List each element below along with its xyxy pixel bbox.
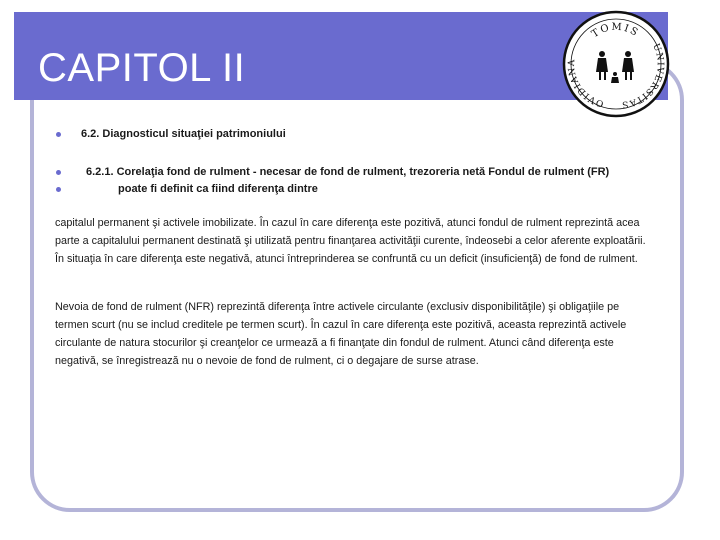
seal-text-right: UNIVERSITAS: [620, 42, 665, 110]
university-seal-icon: [562, 10, 670, 118]
slide-title: CAPITOL II: [38, 46, 246, 90]
seal-text-left: OVIDIANA: [567, 58, 606, 109]
paragraph-nevoia-fond-rulment: Nevoia de fond de rulment (NFR) reprezintă diferenţa între activele circulante (exclusiv disponibilităţile) şi obligaţiile pe termen scurt (nu se includ creditele pe termen scurt). În cazul în care diferenţa este pozitivă, aceasta reprezintă activele circulante de natura stocurilor şi creanţelor ce urmează a fi finanţate din fondul de rulment. Atunci când diferenţa este negativă, se înregistrează nu o nevoie de fond de rulment, ci o degajare de surse atrase.: [55, 301, 627, 367]
seal-text-top: TOMIS: [589, 21, 642, 41]
bullet-dot-icon: [56, 132, 61, 137]
paragraph-fond-rulment: capitalul permanent şi activele imobilizate. În cazul în care diferenţa este pozitivă, atunci fondul de rulment reprezintă acea parte a capitalului permanent destinată şi utilizată pentru finanţarea activităţii curente, îndeosebi a celor aferente exploatării. În situaţia în care diferenţa este negativă, atunci întreprinderea se confruntă cu un deficit (insuficienţă) de fond de rulment.: [55, 217, 646, 265]
bullet-dot-icon: [56, 170, 61, 175]
bullet-dot-icon: [56, 187, 61, 192]
bullet-label: poate fi definit ca fiind diferenţa dintre: [118, 183, 318, 195]
bullet-label: 6.2. Diagnosticul situaţiei patrimoniului: [81, 128, 286, 140]
bullet-label: 6.2.1. Corelaţia fond de rulment - necesar de fond de rulment, trezoreria netă Fondul de rulment (FR): [86, 166, 610, 178]
